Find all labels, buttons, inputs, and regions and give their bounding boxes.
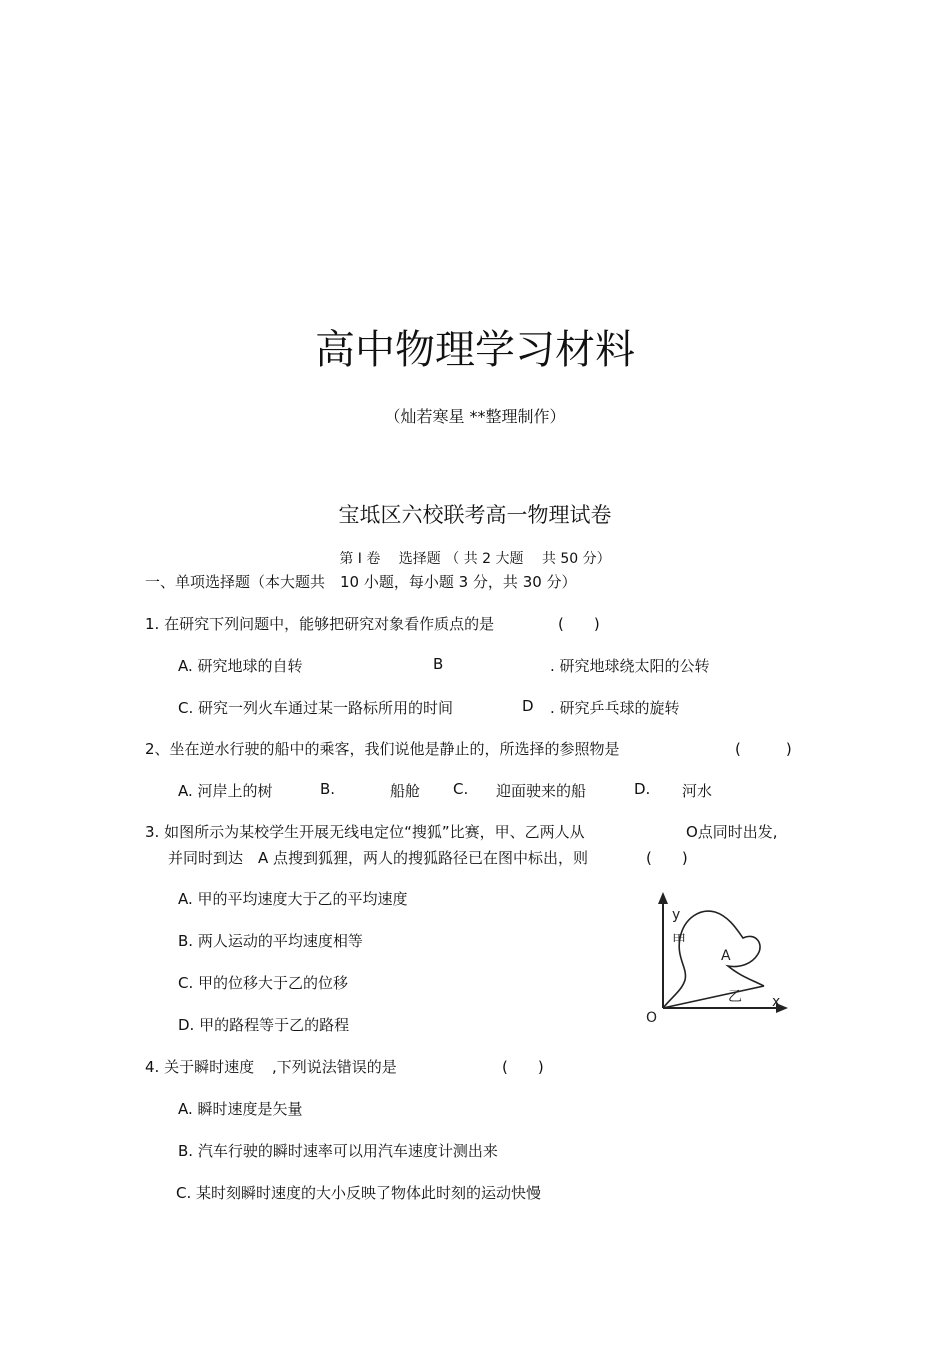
q1-stem: 1. 在研究下列问题中，能够把研究对象看作质点的是 xyxy=(145,615,495,633)
q4-option-c: C. 某时刻瞬时速度的大小反映了物体此时刻的运动快慢 xyxy=(176,1184,542,1202)
q2-stem: 2、坐在逆水行驶的船中的乘客，我们说他是静止的，所选择的参照物是 xyxy=(145,740,620,758)
q3-option-a: A. 甲的平均速度大于乙的平均速度 xyxy=(178,890,408,908)
q2-option-b: 船舱 xyxy=(390,782,421,800)
y-axis-arrow xyxy=(658,892,668,904)
label-yi: 乙 xyxy=(728,989,742,1005)
q3-option-d: D. 甲的路程等于乙的路程 xyxy=(178,1016,350,1034)
q4-stem-end: ,下列说法错误的是 xyxy=(272,1058,397,1076)
label-a: A xyxy=(721,948,731,964)
q2-option-c-letter: C. xyxy=(453,780,469,798)
q3-option-b: B. 两人运动的平均速度相等 xyxy=(178,932,363,950)
q1-option-c: C. 研究一列火车通过某一路标所用的时间 xyxy=(178,699,454,717)
label-x: x xyxy=(772,994,781,1010)
q4-option-b: B. 汽车行驶的瞬时速率可以用汽车速度计测出来 xyxy=(178,1142,498,1160)
q2-option-d-letter: D. xyxy=(634,780,651,798)
q3-stem-line2: 并同时到达 A 点搜到狐狸，两人的搜狐路径已在图中标出，则 xyxy=(168,849,589,867)
q2-option-b-letter: B. xyxy=(320,780,336,798)
q1-option-d-letter: D xyxy=(522,697,534,715)
q3-stem-line1: 3. 如图所示为某校学生开展无线电定位“搜狐”比赛，甲、乙两人从 xyxy=(145,823,585,841)
q4-answer-paren: ( ) xyxy=(502,1058,544,1076)
main-title: 高中物理学习材料 xyxy=(315,327,635,373)
q1-answer-paren: ( ) xyxy=(558,615,600,633)
q3-stem-line1-end: O点同时出发, xyxy=(686,823,778,841)
q3-answer-paren: ( ) xyxy=(646,849,688,867)
subtitle: （灿若寒星 **整理制作） xyxy=(384,407,566,426)
q3-option-c: C. 甲的位移大于乙的位移 xyxy=(178,974,349,992)
q3-path-figure xyxy=(640,888,800,1028)
q1-option-d: . 研究乒乓球的旋转 xyxy=(550,699,680,717)
path-yi xyxy=(663,986,764,1008)
exam-title: 宝坻区六校联考高一物理试卷 xyxy=(338,503,612,527)
q4-option-a: A. 瞬时速度是矢量 xyxy=(178,1100,303,1118)
q2-answer-paren: ( ) xyxy=(735,740,792,758)
label-o: O xyxy=(646,1010,658,1026)
q2-option-a: A. 河岸上的树 xyxy=(178,782,273,800)
label-y: y xyxy=(672,907,681,923)
q2-option-c: 迎面驶来的船 xyxy=(496,782,587,800)
q1-option-b-letter: B xyxy=(433,655,444,673)
q4-stem: 4. 关于瞬时速度 xyxy=(145,1058,255,1076)
q2-option-d: 河水 xyxy=(682,782,713,800)
q1-option-a: A. 研究地球的自转 xyxy=(178,657,303,675)
section1-header: 一、单项选择题（本大题共 10 小题，每小题 3 分，共 30 分） xyxy=(145,573,577,591)
path-jia xyxy=(663,911,764,1008)
label-jia: 甲 xyxy=(672,933,686,949)
q1-option-b: . 研究地球绕太阳的公转 xyxy=(550,657,710,675)
part1-header: 第 Ⅰ 卷 选择题 （ 共 2 大题 共 50 分） xyxy=(339,551,611,567)
